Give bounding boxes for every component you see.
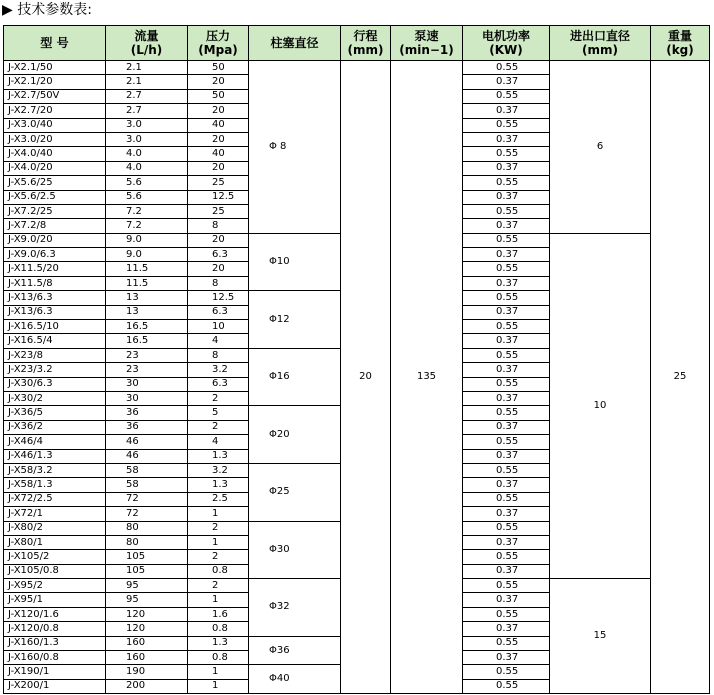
motor-power-cell: 0.37 — [463, 507, 550, 521]
header-speed: 泵速 (min−1) — [391, 26, 463, 61]
header-stroke: 行程 (mm) — [341, 26, 391, 61]
plunger-diameter-cell: Φ25 — [249, 463, 341, 521]
motor-power-cell: 0.37 — [463, 535, 550, 549]
inlet-outlet-diameter-cell: 15 — [550, 579, 651, 694]
stroke-cell: 20 — [341, 61, 391, 694]
spec-table — [3, 25, 710, 694]
motor-power-cell: 0.55 — [463, 607, 550, 621]
pressure-cell: 2 — [188, 420, 249, 434]
flow-cell: 4.0 — [106, 147, 188, 161]
model-cell: J-X7.2/25 — [4, 204, 106, 218]
model-cell: J-X16.5/4 — [4, 334, 106, 348]
flow-cell: 120 — [106, 607, 188, 621]
pump-speed-cell: 135 — [391, 61, 463, 694]
motor-power-cell: 0.55 — [463, 176, 550, 190]
model-cell: J-X105/0.8 — [4, 564, 106, 578]
pressure-cell: 20 — [188, 75, 249, 89]
pressure-cell: 25 — [188, 176, 249, 190]
flow-cell: 120 — [106, 622, 188, 636]
motor-power-cell: 0.37 — [463, 75, 550, 89]
model-cell: J-X190/1 — [4, 665, 106, 679]
motor-power-cell: 0.55 — [463, 463, 550, 477]
motor-power-cell: 0.37 — [463, 190, 550, 204]
motor-power-cell: 0.55 — [463, 61, 550, 75]
pressure-cell: 1 — [188, 665, 249, 679]
model-cell: J-X58/1.3 — [4, 478, 106, 492]
pressure-cell: 20 — [188, 104, 249, 118]
motor-power-cell: 0.37 — [463, 104, 550, 118]
pressure-cell: 1.3 — [188, 636, 249, 650]
plunger-diameter-cell: Φ32 — [249, 579, 341, 637]
model-cell: J-X9.0/6.3 — [4, 248, 106, 262]
flow-cell: 7.2 — [106, 219, 188, 233]
model-cell: J-X120/1.6 — [4, 607, 106, 621]
model-cell: J-X2.7/50V — [4, 89, 106, 103]
model-cell: J-X200/1 — [4, 679, 106, 693]
header-pressure: 压力 (Mpa) — [188, 26, 249, 61]
model-cell: J-X160/0.8 — [4, 651, 106, 665]
model-cell: J-X23/3.2 — [4, 363, 106, 377]
motor-power-cell: 0.37 — [463, 219, 550, 233]
motor-power-cell: 0.55 — [463, 348, 550, 362]
model-cell: J-X80/2 — [4, 521, 106, 535]
motor-power-cell: 0.37 — [463, 564, 550, 578]
model-cell: J-X95/2 — [4, 579, 106, 593]
pressure-cell: 20 — [188, 132, 249, 146]
pressure-cell: 8 — [188, 276, 249, 290]
flow-cell: 36 — [106, 420, 188, 434]
motor-power-cell: 0.37 — [463, 593, 550, 607]
table-header — [4, 26, 710, 61]
flow-cell: 3.0 — [106, 132, 188, 146]
header-inout: 进出口直径 (mm) — [550, 26, 651, 61]
pressure-cell: 0.8 — [188, 622, 249, 636]
plunger-diameter-cell: Φ40 — [249, 665, 341, 694]
flow-cell: 160 — [106, 651, 188, 665]
motor-power-cell: 0.37 — [463, 449, 550, 463]
model-cell: J-X80/1 — [4, 535, 106, 549]
model-cell: J-X120/0.8 — [4, 622, 106, 636]
flow-cell: 9.0 — [106, 233, 188, 247]
flow-cell: 11.5 — [106, 276, 188, 290]
model-cell: J-X36/5 — [4, 406, 106, 420]
pressure-cell: 0.8 — [188, 651, 249, 665]
flow-cell: 5.6 — [106, 176, 188, 190]
model-cell: J-X4.0/20 — [4, 161, 106, 175]
flow-cell: 46 — [106, 449, 188, 463]
motor-power-cell: 0.55 — [463, 579, 550, 593]
flow-cell: 3.0 — [106, 118, 188, 132]
motor-power-cell: 0.37 — [463, 363, 550, 377]
model-cell: J-X7.2/8 — [4, 219, 106, 233]
motor-power-cell: 0.55 — [463, 406, 550, 420]
model-cell: J-X5.6/25 — [4, 176, 106, 190]
flow-cell: 36 — [106, 406, 188, 420]
motor-power-cell: 0.37 — [463, 248, 550, 262]
motor-power-cell: 0.37 — [463, 622, 550, 636]
model-cell: J-X16.5/10 — [4, 320, 106, 334]
header-flow: 流量 (L/h) — [106, 26, 188, 61]
flow-cell: 2.7 — [106, 104, 188, 118]
plunger-diameter-cell: Φ30 — [249, 521, 341, 579]
model-cell: J-X72/2.5 — [4, 492, 106, 506]
flow-cell: 16.5 — [106, 334, 188, 348]
plunger-diameter-cell: Φ36 — [249, 636, 341, 665]
model-cell: J-X3.0/20 — [4, 132, 106, 146]
model-cell: J-X95/1 — [4, 593, 106, 607]
pressure-cell: 8 — [188, 219, 249, 233]
pressure-cell: 2 — [188, 579, 249, 593]
pressure-cell: 8 — [188, 348, 249, 362]
plunger-diameter-cell: Φ10 — [249, 233, 341, 291]
motor-power-cell: 0.37 — [463, 305, 550, 319]
pressure-cell: 12.5 — [188, 190, 249, 204]
flow-cell: 72 — [106, 492, 188, 506]
motor-power-cell: 0.55 — [463, 521, 550, 535]
flow-cell: 11.5 — [106, 262, 188, 276]
model-cell: J-X46/4 — [4, 435, 106, 449]
pressure-cell: 50 — [188, 61, 249, 75]
model-cell: J-X5.6/2.5 — [4, 190, 106, 204]
pressure-cell: 25 — [188, 204, 249, 218]
motor-power-cell: 0.55 — [463, 665, 550, 679]
flow-cell: 23 — [106, 348, 188, 362]
motor-power-cell: 0.37 — [463, 478, 550, 492]
flow-cell: 9.0 — [106, 248, 188, 262]
pressure-cell: 10 — [188, 320, 249, 334]
flow-cell: 160 — [106, 636, 188, 650]
motor-power-cell: 0.55 — [463, 89, 550, 103]
flow-cell: 4.0 — [106, 161, 188, 175]
motor-power-cell: 0.55 — [463, 291, 550, 305]
flow-cell: 30 — [106, 377, 188, 391]
flow-cell: 13 — [106, 305, 188, 319]
flow-cell: 2.1 — [106, 75, 188, 89]
flow-cell: 80 — [106, 535, 188, 549]
motor-power-cell: 0.55 — [463, 262, 550, 276]
motor-power-cell: 0.55 — [463, 377, 550, 391]
motor-power-cell: 0.37 — [463, 132, 550, 146]
flow-cell: 46 — [106, 435, 188, 449]
motor-power-cell: 0.37 — [463, 651, 550, 665]
flow-cell: 2.1 — [106, 61, 188, 75]
motor-power-cell: 0.55 — [463, 204, 550, 218]
motor-power-cell: 0.55 — [463, 320, 550, 334]
pressure-cell: 12.5 — [188, 291, 249, 305]
motor-power-cell: 0.55 — [463, 435, 550, 449]
pressure-cell: 0.8 — [188, 564, 249, 578]
model-cell: J-X30/6.3 — [4, 377, 106, 391]
flow-cell: 80 — [106, 521, 188, 535]
pressure-cell: 1 — [188, 507, 249, 521]
pressure-cell: 1 — [188, 679, 249, 693]
pressure-cell: 2.5 — [188, 492, 249, 506]
model-cell: J-X105/2 — [4, 550, 106, 564]
flow-cell: 30 — [106, 391, 188, 405]
header-plunger: 柱塞直径 — [249, 26, 341, 61]
pressure-cell: 1.3 — [188, 478, 249, 492]
flow-cell: 190 — [106, 665, 188, 679]
flow-cell: 16.5 — [106, 320, 188, 334]
model-cell: J-X2.1/50 — [4, 61, 106, 75]
pressure-cell: 20 — [188, 262, 249, 276]
header-model: 型 号 — [4, 26, 106, 61]
pressure-cell: 1.6 — [188, 607, 249, 621]
pressure-cell: 20 — [188, 161, 249, 175]
pressure-cell: 2 — [188, 550, 249, 564]
pressure-cell: 40 — [188, 147, 249, 161]
motor-power-cell: 0.37 — [463, 276, 550, 290]
motor-power-cell: 0.37 — [463, 420, 550, 434]
flow-cell: 13 — [106, 291, 188, 305]
header-weight: 重量 (kg) — [651, 26, 710, 61]
model-cell: J-X30/2 — [4, 391, 106, 405]
flow-cell: 58 — [106, 463, 188, 477]
pressure-cell: 6.3 — [188, 377, 249, 391]
pressure-cell: 50 — [188, 89, 249, 103]
pressure-cell: 2 — [188, 521, 249, 535]
motor-power-cell: 0.55 — [463, 233, 550, 247]
pressure-cell: 1.3 — [188, 449, 249, 463]
model-cell: J-X58/3.2 — [4, 463, 106, 477]
pressure-cell: 1 — [188, 535, 249, 549]
inlet-outlet-diameter-cell: 10 — [550, 233, 651, 578]
flow-cell: 105 — [106, 550, 188, 564]
model-cell: J-X13/6.3 — [4, 305, 106, 319]
header-power: 电机功率 (KW) — [463, 26, 550, 61]
motor-power-cell: 0.55 — [463, 118, 550, 132]
motor-power-cell: 0.37 — [463, 161, 550, 175]
motor-power-cell: 0.55 — [463, 492, 550, 506]
model-cell: J-X11.5/8 — [4, 276, 106, 290]
pressure-cell: 40 — [188, 118, 249, 132]
model-cell: J-X23/8 — [4, 348, 106, 362]
flow-cell: 200 — [106, 679, 188, 693]
flow-cell: 72 — [106, 507, 188, 521]
motor-power-cell: 0.55 — [463, 147, 550, 161]
model-cell: J-X9.0/20 — [4, 233, 106, 247]
pressure-cell: 5 — [188, 406, 249, 420]
flow-cell: 58 — [106, 478, 188, 492]
flow-cell: 23 — [106, 363, 188, 377]
pressure-cell: 1 — [188, 593, 249, 607]
model-cell: J-X2.7/20 — [4, 104, 106, 118]
model-cell: J-X160/1.3 — [4, 636, 106, 650]
model-cell: J-X46/1.3 — [4, 449, 106, 463]
table-row — [4, 61, 710, 75]
pressure-cell: 3.2 — [188, 463, 249, 477]
pressure-cell: 6.3 — [188, 248, 249, 262]
plunger-diameter-cell: Φ12 — [249, 291, 341, 349]
table-body — [4, 61, 710, 694]
pressure-cell: 4 — [188, 334, 249, 348]
model-cell: J-X11.5/20 — [4, 262, 106, 276]
flow-cell: 7.2 — [106, 204, 188, 218]
pressure-cell: 2 — [188, 391, 249, 405]
model-cell: J-X3.0/40 — [4, 118, 106, 132]
motor-power-cell: 0.37 — [463, 334, 550, 348]
pressure-cell: 4 — [188, 435, 249, 449]
inlet-outlet-diameter-cell: 6 — [550, 61, 651, 234]
plunger-diameter-cell: Φ20 — [249, 406, 341, 464]
flow-cell: 105 — [106, 564, 188, 578]
pressure-cell: 6.3 — [188, 305, 249, 319]
section-title: ▶ 技术参数表: — [2, 2, 92, 18]
model-cell: J-X36/2 — [4, 420, 106, 434]
motor-power-cell: 0.55 — [463, 679, 550, 693]
model-cell: J-X4.0/40 — [4, 147, 106, 161]
pressure-cell: 3.2 — [188, 363, 249, 377]
flow-cell: 5.6 — [106, 190, 188, 204]
model-cell: J-X72/1 — [4, 507, 106, 521]
flow-cell: 2.7 — [106, 89, 188, 103]
flow-cell: 95 — [106, 593, 188, 607]
motor-power-cell: 0.55 — [463, 550, 550, 564]
plunger-diameter-cell: Φ16 — [249, 348, 341, 406]
model-cell: J-X13/6.3 — [4, 291, 106, 305]
flow-cell: 95 — [106, 579, 188, 593]
weight-cell: 25 — [651, 61, 710, 694]
motor-power-cell: 0.37 — [463, 391, 550, 405]
pressure-cell: 20 — [188, 233, 249, 247]
plunger-diameter-cell: Φ 8 — [249, 61, 341, 234]
motor-power-cell: 0.55 — [463, 636, 550, 650]
model-cell: J-X2.1/20 — [4, 75, 106, 89]
